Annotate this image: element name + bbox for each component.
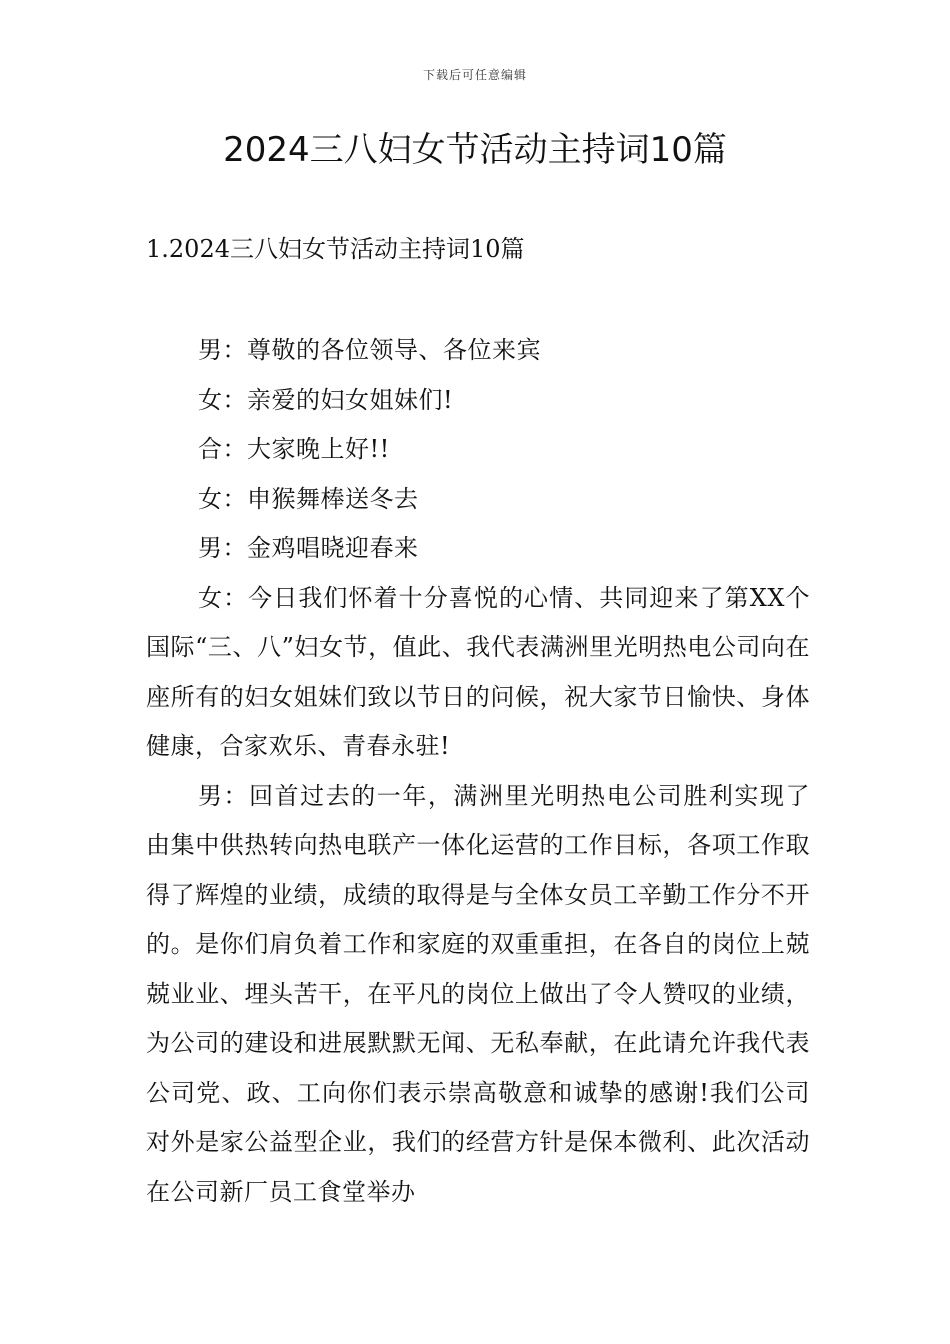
document-body [146, 326, 810, 1217]
dialogue-paragraph: 男：回首过去的一年，满洲里光明热电公司胜利实现了由集中供热转向热电联产一体化运营的工作目标，各项工作取得了辉煌的业绩，成绩的取得是与全体女员工辛勤工作分不开的。是你们肩负着工作和家庭的双重重担，在各自的岗位上兢兢业业、埋头苦干，在平凡的岗位上做出了令人赞叹的业绩，为公司的建设和进展默默无闻、无私奉献，在此请允许我代表公司党、政、工向你们表示崇高敬意和诚挚的感谢!我们公司对外是家公益型企业，我们的经营方针是保本微利、此次活动在公司新厂员工食堂举办 [146, 781, 810, 1206]
header-note: 下载后可任意编辑 [422, 68, 527, 82]
dialogue-line: 男：金鸡唱晓迎春来 [198, 534, 419, 562]
dialogue-line: 男：尊敬的各位领导、各位来宾 [198, 336, 541, 364]
section-heading: 1.2024三八妇女节活动主持词10篇 [146, 235, 525, 263]
dialogue-line: 合：大家晚上好!! [198, 435, 390, 463]
document-title: 2024三八妇女节活动主持词10篇 [223, 130, 727, 170]
dialogue-line: 女：申猴舞棒送冬去 [198, 484, 419, 513]
dialogue-paragraph: 女：今日我们怀着十分喜悦的心情、共同迎来了第XX个国际“三、八”妇女节，值此、我代表满洲里光明热电公司向在座所有的妇女姐妹们致以节日的问候，祝大家节日愉快、身体健康，合家欢乐、青春永驻! [146, 583, 810, 760]
dialogue-line: 女：亲爱的妇女姐妹们! [198, 385, 454, 414]
